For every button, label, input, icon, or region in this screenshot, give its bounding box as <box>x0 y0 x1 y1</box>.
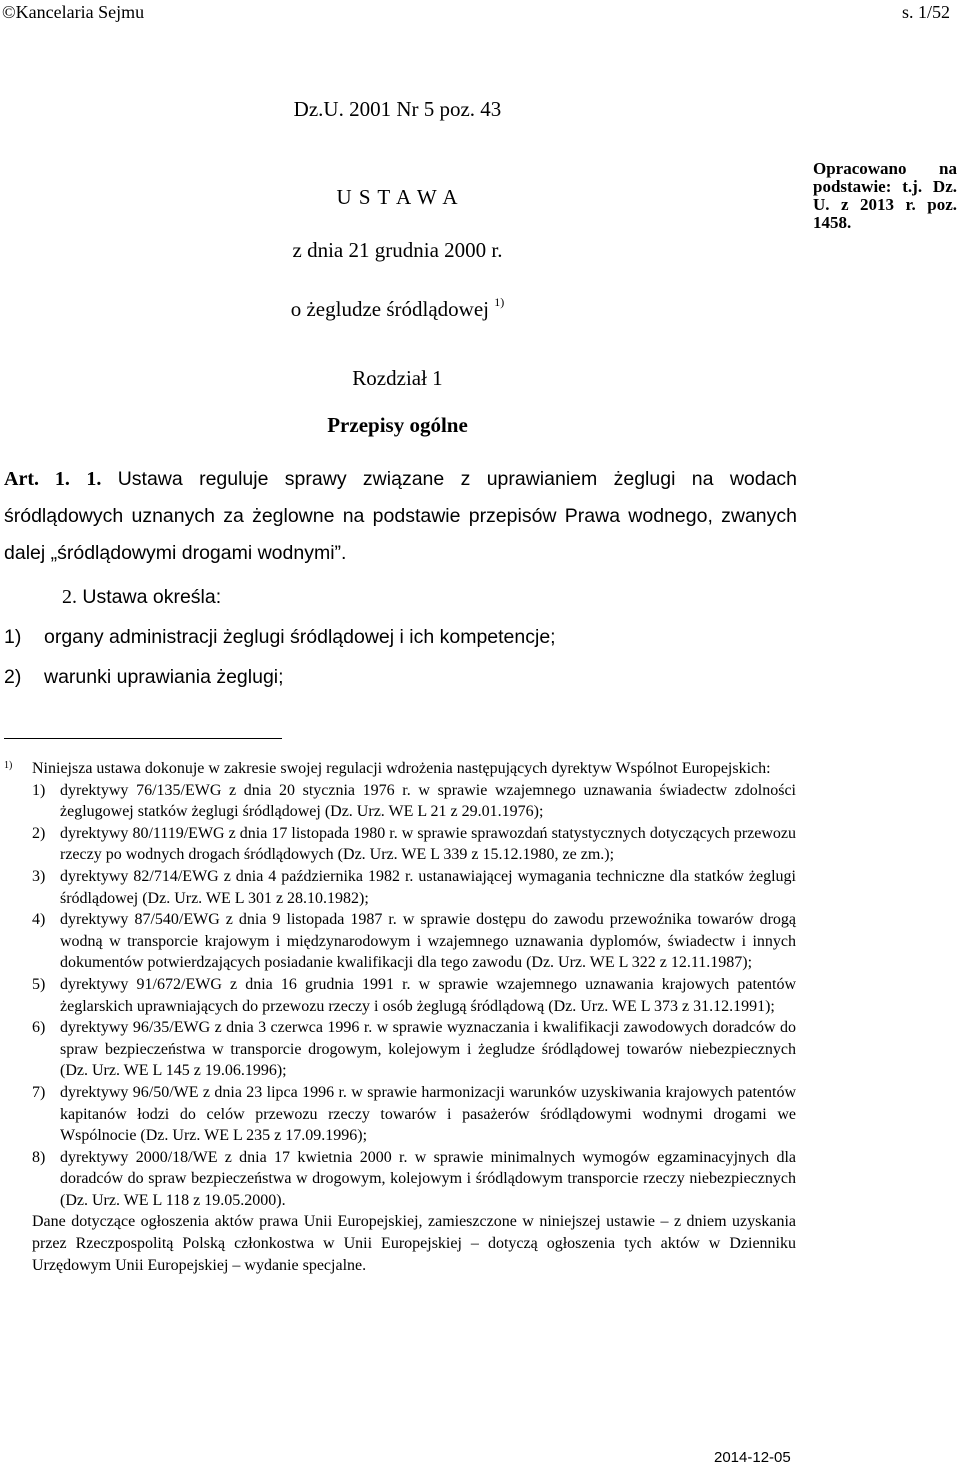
paragraph-text: Ustawa określa: <box>82 586 222 608</box>
footnote <box>4 758 796 1276</box>
item-number: 3) <box>32 867 46 885</box>
list-item <box>4 974 796 1017</box>
act-subject <box>0 289 795 322</box>
act-subject-text: o żegludze śródlądowej <box>290 297 489 321</box>
act-type-heading: U S T A W A <box>336 185 459 209</box>
item-text: dyrektywy 87/540/EWG z dnia 9 listopada 1987 r. w sprawie dostępu do zawodu przewoźnika towarów drogą wodną w transporcie krajowym i międzynarodowym i wzajemnego uznawania dyplomów, świadectw i innych dokumentów potwierdzających posiadanie kwalifikacji dla tego zawodu (Dz. Urz. WE L 322 z 12.11.1987); <box>60 911 796 972</box>
item-text: dyrektywy 96/35/EWG z dnia 3 czerwca 1996 r. w sprawie wyznaczania i kwalifikacji zawodowych doradców do spraw bezpieczeństwa w transporcie drogowym, kolejowym i żegludze śródlądowej towarów niebezpiecznych (Dz. Urz. WE L 145 z 19.06.1996); <box>60 1019 796 1080</box>
header-source: ©Kancelaria Sejmu <box>2 2 145 22</box>
item-text: organy administracji żeglugi śródlądowej i ich kompetencje; <box>44 626 556 648</box>
paragraph-text: Ustawa reguluje sprawy związane z uprawianiem żeglugi na wodach śródlądowych uznanych za żeglowne na podstawie przepisów Prawa wodnego, zwanych dalej „śródlądowymi drogami wodnymi”. <box>4 468 798 564</box>
footnote-separator <box>4 738 282 739</box>
item-text: dyrektywy 2000/18/WE z dnia 17 kwietnia 2000 r. w sprawie minimalnych wymogów egzaminacyjnych dla doradców do spraw bezpieczeństwa w drogowym, kolejowym i śródlądowym transporcie rzeczy niebezpiecznych (Dz. Urz. WE L 118 z 19.05.2000). <box>60 1148 796 1209</box>
chapter-label: Rozdział 1 <box>352 366 443 390</box>
item-text: dyrektywy 91/672/EWG z dnia 16 grudnia 1991 r. w sprawie wzajemnego uznawania krajowych patentów żeglarskich uprawniających do przewozu rzeczy i osób żeglugą śródlądową (Dz. Urz. WE L 373 z 31.12.1991); <box>60 975 796 1015</box>
directive-list <box>4 780 796 1212</box>
item-number: 2) <box>4 666 22 688</box>
item-number: 4) <box>32 911 46 929</box>
article-item <box>4 619 797 656</box>
paragraph-number: 1. <box>86 468 102 490</box>
article-label: Art. 1. <box>4 468 70 490</box>
list-item <box>4 866 796 909</box>
header-page-number: s. 1/52 <box>901 2 950 22</box>
item-number: 1) <box>32 781 46 799</box>
item-number: 5) <box>32 975 46 993</box>
list-item <box>4 1082 796 1147</box>
journal-reference: Dz.U. 2001 Nr 5 poz. 43 <box>293 97 502 121</box>
article-1-paragraph-1 <box>4 461 797 572</box>
chapter-title: Przepisy ogólne <box>327 413 468 437</box>
footnote-mark: 1) <box>4 760 13 771</box>
footer-date: 2014-12-05 <box>714 1449 791 1466</box>
item-text: dyrektywy 80/1119/EWG z dnia 17 listopada 1980 r. w sprawie sprawozdań statystycznych dotyczących przewozu rzeczy po wodnych drogach śródlądowych (Dz. Urz. WE L 339 z 15.12.1980, ze zm.); <box>60 824 796 864</box>
item-number: 8) <box>32 1148 46 1166</box>
item-number: 2) <box>32 824 46 842</box>
item-number: 6) <box>32 1019 46 1037</box>
item-number: 1) <box>4 626 22 648</box>
footnote-intro-text: Niniejsza ustawa dokonuje w zakresie swojej regulacji wdrożenia następujących dyrektyw Wspólnot Europejskich: <box>32 760 771 777</box>
item-number: 7) <box>32 1083 46 1101</box>
act-date: z dnia 21 grudnia 2000 r. <box>292 238 503 262</box>
paragraph-number: 2. <box>62 586 77 608</box>
source-sidenote: Opracowano na podstawie: t.j. Dz. U. z 2013 r. poz. 1458. <box>813 159 957 232</box>
list-item <box>4 780 796 823</box>
item-text: dyrektywy 76/135/EWG z dnia 20 stycznia 1976 r. w sprawie wzajemnego uznawania świadectw zdolności żeglugowej statków żeglugi śródlądowej (Dz. Urz. WE L 21 z 29.01.1976); <box>60 781 796 821</box>
footnote-reference[interactable]: 1) <box>494 295 505 309</box>
item-text: warunki uprawiania żeglugi; <box>44 666 284 688</box>
item-text: dyrektywy 96/50/WE z dnia 23 lipca 1996 r. w sprawie harmonizacji warunków uzyskiwania krajowych patentów kapitanów łodzi do celów przewozu rzeczy towarów i pasażerów śródlądowymi wodnymi drogami we Wspólnocie (Dz. Urz. WE L 235 z 17.09.1996); <box>60 1083 796 1145</box>
list-item <box>4 1147 796 1212</box>
list-item <box>4 1017 796 1082</box>
footnote-intro <box>4 758 796 780</box>
article-1-paragraph-2 <box>4 579 797 616</box>
list-item <box>4 823 796 866</box>
list-item <box>4 909 796 974</box>
item-text: dyrektywy 82/714/EWG z dnia 4 października 1982 r. ustanawiającej wymagania techniczne dla statków żeglugi śródlądowej (Dz. Urz. WE L 301 z 28.10.1982); <box>60 867 796 907</box>
article-item <box>4 659 797 696</box>
footnote-closing: Dane dotyczące ogłoszenia aktów prawa Unii Europejskiej, zamieszczone w niniejszej ustawie – z dniem uzyskania przez Rzeczpospolitą Polską członkostwa w Unii Europejskiej – dotyczą ogłoszenia tych aktów w Dzienniku Urzędowym Unii Europejskiej – wydanie specjalne. <box>32 1213 796 1274</box>
